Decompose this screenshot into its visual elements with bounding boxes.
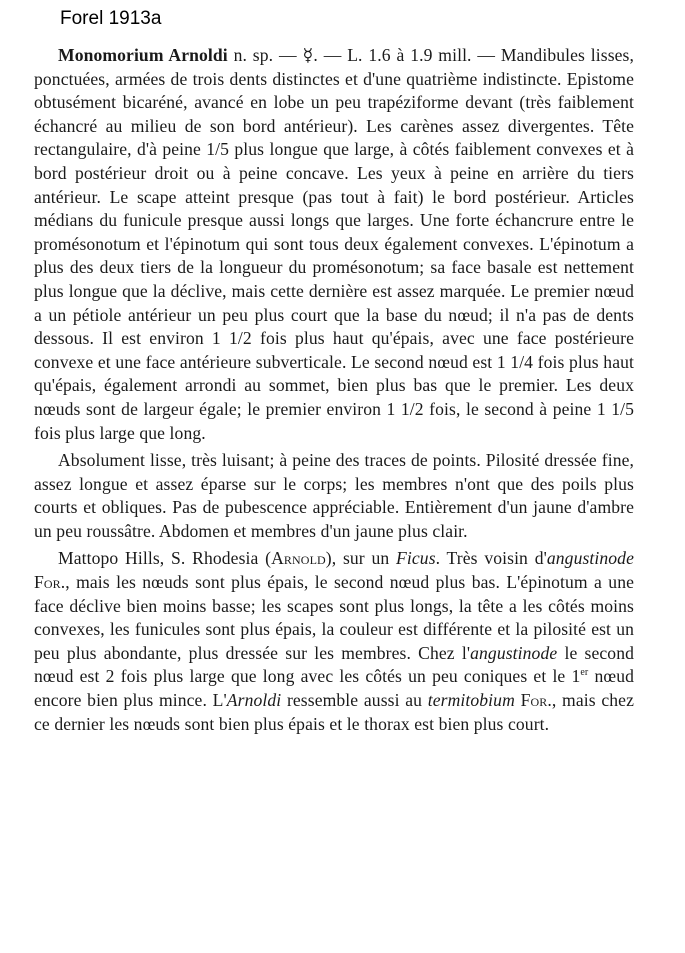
species-reference: angustinode: [546, 548, 634, 569]
document-body: [34, 44, 634, 740]
paragraph-description: [34, 44, 634, 445]
comparison-text: . Très voisin d': [435, 548, 547, 569]
paragraph-locality: [34, 547, 634, 736]
plant-name: Ficus: [396, 548, 436, 569]
comparison-text: , mais chez ce dernier les nœuds sont bien plus épais et le thorax est bien plus court.: [34, 690, 634, 734]
comparison-text: ressemble aussi au: [281, 690, 428, 711]
species-reference: termitobium: [427, 690, 515, 711]
author-abbrev: For.: [34, 572, 66, 593]
locality-text: Mattopo Hills, S. Rhodesia (: [58, 548, 272, 569]
comparison-text: , mais les nœuds sont plus épais, le second nœud plus bas. L'épinotum a une face déclive bien moins basse; les scapes sont plus longs, la tête a les côtés moins convexes, les funicules sont plus épais, la couleur est différente et la pilosité est un peu plus abondante, plus dressée sur les membres. Chez l': [34, 572, 634, 663]
comparison-text: le second nœud est 2 fois plus large que long avec les côtés un peu coniques et le 1: [34, 642, 634, 687]
species-name: Monomorium Arnoldi: [58, 45, 228, 65]
author-abbrev: For.: [514, 690, 552, 711]
locality-text: ), sur un: [325, 548, 397, 569]
page-header: Forel 1913a: [60, 8, 162, 29]
paragraph-sculpture: Absolument lisse, très luisant; à peine des traces de points. Pilosité dressée fine, assez longue et assez éparse sur le corps; les membres n'ont que des poils plus courts et obliques. Pas de pubescence appréciable. Entièrement d'un jaune d'ambre un peu roussâtre. Abdomen et membres d'un jaune plus clair.: [34, 450, 634, 541]
collector-name: Arnold: [271, 548, 326, 569]
comparison-text: nœud encore bien plus mince. L': [34, 666, 634, 711]
species-reference: Arnoldi: [226, 690, 282, 711]
ordinal-superscript: er: [580, 667, 589, 679]
species-reference: angustinode: [470, 642, 558, 663]
description-text: n. sp. — ☿. — L. 1.6 à 1.9 mill. — Mandibules lisses, ponctuées, armées de trois dents distinctes et d'une quatrième indistincte. Epistome obtusément bicaréné, avancé en lobe un peu trapéziforme devant (très faiblement échancré au milieu de son bord antérieur). Les carènes assez divergentes. Tête rectangulaire, d'à peine 1/5 plus longue que large, à côtés faiblement convexes et à bord postérieur droit ou à peine concave. Les yeux à peine en arrière du tiers antérieur. Le scape atteint presque (pas tout à fait) le bord postérieur. Articles médians du funicule presque aussi longs que larges. Une forte échancrure entre le promésonotum et l'épinotum qui sont tous deux également convexes. L'épinotum a plus des deux tiers de la longueur du promésonotum; sa face basale est nettement plus longue que la déclive, mais cette dernière est assez marquée. Le premier nœud a un pétiole antérieur un peu plus court que la base du nœud; il n'a pas de dents dessous. Il est environ 1 1/2 fois plus haut qu'épais, avec une face postérieure convexe et une face antérieure subverticale. Le second nœud est 1 1/4 fois plus haut qu'épais, également arrondi au sommet, bien plus bas que le premier. Les deux nœuds sont de largeur égale; le premier environ 1 1/2 fois, le second à peine 1 1/5 fois plus large que long.: [34, 45, 634, 443]
